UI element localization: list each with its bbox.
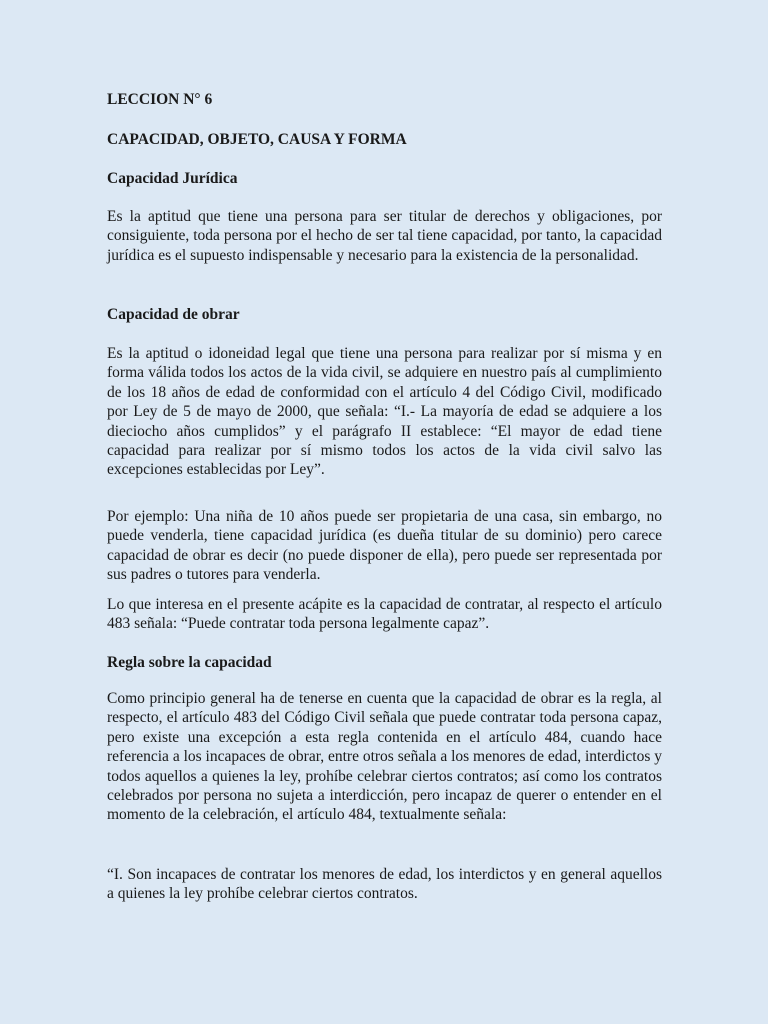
paragraph: Como principio general ha de tenerse en cuenta que la capacidad de obrar es la regla, al respecto, el artículo 483 del Código Civil señala que puede contratar toda persona capaz, pero existe una excepción a esta regla contenida en el artículo 484, cuando hace referencia a los incapaces de obrar, entre otros señala a los menores de edad, interdictos y todos aquellos a quienes la ley, prohíbe celebrar ciertos contratos; así como los contratos celebrados por persona no sujeta a interdicción, pero incapaz de querer o entender en el momento de la celebración, el artículo 484, textualmente señala: xyxy=(107,690,662,824)
paragraph: Por ejemplo: Una niña de 10 años puede ser propietaria de una casa, sin embargo, no puede venderla, tiene capacidad jurídica (es dueña titular de su dominio) pero carece capacidad de obrar es decir (no puede disponer de ella), pero puede ser representada por sus padres o tutores para venderla. xyxy=(107,508,662,584)
paragraph: Lo que interesa en el presente acápite es la capacidad de contratar, al respecto el artículo 483 señala: “Puede contratar toda persona legalmente capaz”. xyxy=(107,596,662,633)
paragraph: Es la aptitud que tiene una persona para ser titular de derechos y obligaciones, por consiguiente, toda persona por el hecho de ser tal tiene capacidad, por tanto, la capacidad jurídica es el supuesto indispensable y necesario para la existencia de la personalidad. xyxy=(107,208,662,264)
lesson-title-text: LECCION N° 6 xyxy=(107,91,213,108)
section-heading: Regla sobre la capacidad xyxy=(107,654,272,671)
paragraph-capacidad-juridica xyxy=(107,207,662,265)
section-heading: Capacidad de obrar xyxy=(107,306,240,323)
section-heading: Capacidad Jurídica xyxy=(107,170,238,187)
paragraph-capacidad-obrar xyxy=(107,344,662,480)
paragraph-ejemplo xyxy=(107,507,662,585)
paragraph-capacidad-contratar xyxy=(107,595,662,634)
paragraph: Es la aptitud o idoneidad legal que tiene una persona para realizar por sí misma y en forma válida todos los actos de la vida civil, se adquiere en nuestro país al cumplimiento de los 18 años de edad de conformidad con el artículo 4 del Código Civil, modificado por Ley de 5 de mayo de 2000, que señala: “I.- La mayoría de edad se adquiere a los dieciocho años cumplidos” y el parágrafo II establece: “El mayor de edad tiene capacidad para realizar por sí mismo todos los actos de la vida civil salvo las excepciones establecidas por Ley”. xyxy=(107,345,662,479)
paragraph: “I. Son incapaces de contratar los menores de edad, los interdictos y en general aquellos a quienes la ley prohíbe celebrar ciertos contratos. xyxy=(107,866,662,903)
main-title-text: CAPACIDAD, OBJETO, CAUSA Y FORMA xyxy=(107,131,407,148)
section-heading-capacidad-obrar xyxy=(107,305,662,324)
section-heading-capacidad-juridica xyxy=(107,169,662,188)
section-heading-regla xyxy=(107,653,662,672)
lesson-title xyxy=(107,90,662,109)
main-title xyxy=(107,130,662,149)
paragraph-cita-articulo xyxy=(107,865,662,904)
paragraph-regla xyxy=(107,689,662,825)
